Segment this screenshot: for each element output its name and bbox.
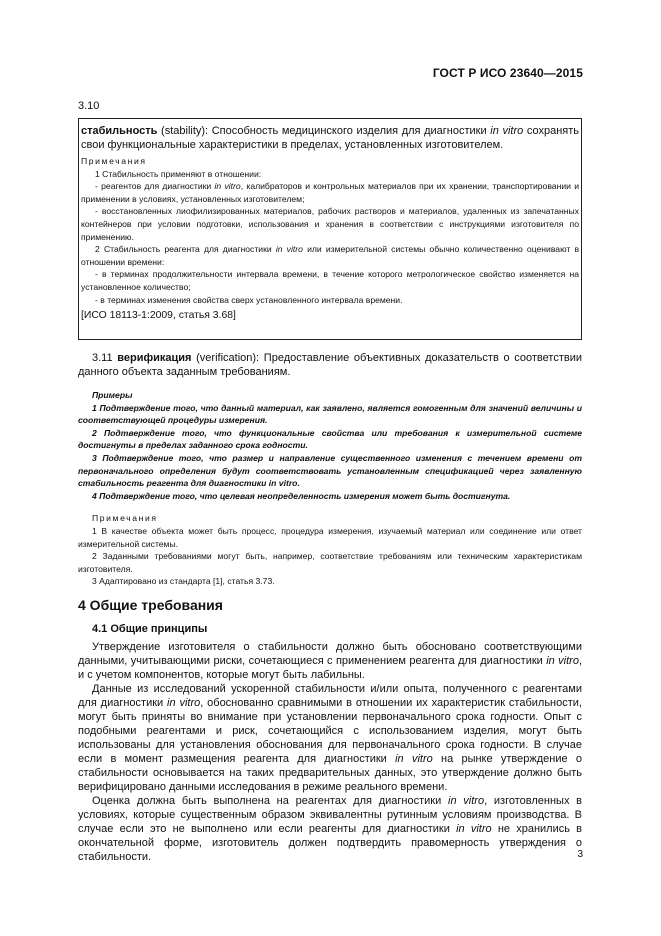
paragraph-1-b: , и с учетом компонентов, которые могут быть лабильны. bbox=[78, 655, 583, 681]
term-verification: верификация bbox=[117, 352, 192, 364]
section-3-11-number: 3.11 bbox=[92, 352, 113, 364]
paragraph-2-c: на рынке утверждение о стабильности основывается на таких предварительных данных, это утверждение должно быть верифицировано данными исследования в режиме реального времени. bbox=[78, 753, 582, 793]
section-4-title: 4 Общие требования bbox=[78, 597, 223, 613]
paragraph-1 bbox=[78, 640, 582, 682]
notes-title-3-10: Примечания bbox=[81, 156, 147, 166]
note-2-item-2: - в терминах изменения свойства сверх установленного интервала времени. bbox=[95, 294, 403, 305]
paragraph-2 bbox=[78, 682, 582, 794]
paragraph-1-a: Утверждение изготовителя о стабильности должно быть обосновано соответствующими данными, учитывающими риски, сочетающиеся с применением реагента для диагностики bbox=[78, 641, 582, 667]
section-3-11 bbox=[78, 351, 582, 588]
source-reference: [ИСО 18113-1:2009, статья 3.68] bbox=[81, 310, 236, 322]
def-stability-italic: in vitro bbox=[490, 125, 524, 137]
term-stability-en: (stability): bbox=[161, 125, 209, 137]
note-1-item-1 bbox=[81, 180, 579, 205]
document-code: ГОСТ Р ИСО 23640—2015 bbox=[432, 66, 583, 80]
paragraph-3-a: Оценка должна быть выполнена на реагентах для диагностики bbox=[92, 795, 448, 807]
note-2-b: или измерительной системы обычно количественно оценивают в отношении времени: bbox=[81, 244, 580, 267]
note-2 bbox=[81, 243, 579, 268]
term-stability: стабильность bbox=[81, 125, 158, 137]
paragraph-2-b: , обоснованно сравнимыми в отношении их характеристик стабильности, могут быть приняты во внимание при установлении первоначального срока годности. Опыт с подобными реагентами и риск, сочетающийся с использованием изделия, могут быть использованы для установления обоснования для первоначального срока годности. В случае если в момент размещения реагента для диагностики bbox=[78, 697, 582, 765]
paragraph-3-b: , изготовленных в условиях, которые существенным образом эквивалентны рутинным условиям производства. В случае если это не выполнено или если реагенты для диагностики bbox=[78, 795, 583, 835]
paragraph-2-italic-2: in vitro bbox=[395, 753, 433, 765]
note-1-item-1-a: - реагентов для диагностики bbox=[95, 181, 215, 192]
examples-title: Примеры bbox=[92, 390, 133, 400]
page-number: 3 bbox=[577, 849, 583, 860]
notes-title-3-11: Примечания bbox=[92, 513, 158, 524]
example-3-a: 3 Подтверждение того, что размер и направление существенного изменения с течением времени от первоначального определения будут соответствовать установленным спецификацией через заявленную стабильность реагента для диагностики bbox=[78, 452, 582, 489]
note-2-italic: in vitro bbox=[275, 244, 303, 255]
section-3-10-number: 3.10 bbox=[78, 100, 100, 112]
paragraph-2-a: Данные из исследований ускоренной стабильности и/или опыта, полученного с реагентами для диагностики bbox=[78, 683, 582, 709]
example-3 bbox=[78, 452, 582, 490]
example-4: 4 Подтверждение того, что целевая неопределенность измерения может быть достигнута. bbox=[92, 490, 511, 501]
section-4-1-title: 4.1 Общие принципы bbox=[92, 623, 208, 635]
example-3-b: . bbox=[297, 478, 300, 489]
paragraph-3-c: не хранились в окончательной форме, изготовитель должен подтвердить правомерность утверждения о стабильности. bbox=[78, 823, 583, 863]
note-2-item-1: - в терминах продолжительности интервала времени, в течение которого метрологическое свойство изменяется на установленное количество; bbox=[81, 269, 579, 292]
note-3-11-1: 1 В качестве объекта может быть процесс, процедура измерения, изучаемый материал или соединение или ответ измерительной системы. bbox=[78, 525, 582, 549]
paragraph-2-italic-1: in vitro bbox=[167, 697, 201, 709]
paragraph-3-italic-2: in vitro bbox=[456, 823, 492, 835]
section-4 bbox=[78, 597, 582, 864]
definition-box-stability bbox=[78, 118, 582, 340]
note-1-item-2: - восстановленных лиофилизированных материалов, рабочих растворов и материалов, удаленных из запечатанных контейнеров при условии подготовки, использования и хранения в соответствии с инструкциями изготовителя по применению. bbox=[81, 206, 579, 242]
note-3-11-3: 3 Адаптировано из стандарта [1], статья 3.73. bbox=[92, 576, 275, 587]
example-2: 2 Подтверждение того, что функциональные свойства или требования к измерительной системе достигнуты в пределах заданного срока годности. bbox=[78, 427, 582, 451]
note-2-a: 2 Стабильность реагента для диагностики bbox=[95, 244, 276, 255]
paragraph-1-italic: in vitro bbox=[546, 655, 579, 667]
def-stability-a: Способность медицинского изделия для диагностики bbox=[211, 125, 487, 137]
note-1-item-1-b: , калибраторов и контрольных материалов при их хранении, транспортировании и применении в условиях, установленных изготовителем; bbox=[81, 181, 579, 204]
note-3-11-2: 2 Заданными требованиями могут быть, например, соответствие требованиям или техническим характеристикам изготовителя. bbox=[78, 551, 582, 574]
note-1-intro: 1 Стабильность применяют в отношении: bbox=[95, 168, 262, 179]
term-verification-en: (verification): bbox=[196, 352, 260, 364]
def-stability-b: сохранять свои функциональные характеристики в пределах, установленных изготовителем. bbox=[81, 125, 580, 151]
stability-definition bbox=[81, 124, 579, 152]
paragraph-3 bbox=[78, 794, 582, 864]
verification-definition bbox=[78, 351, 582, 379]
paragraph-3-italic-1: in vitro bbox=[448, 795, 485, 807]
def-verification: Предоставление объективных доказательств о соответствии данного объекта заданным требованиям. bbox=[78, 352, 582, 378]
note-1-item-1-italic: in vitro bbox=[214, 181, 241, 192]
example-3-italic: in vitro bbox=[268, 478, 298, 489]
example-1: 1 Подтверждение того, что данный материал, как заявлено, является гомогенным для значений величины и соответствующей процедуры измерения. bbox=[78, 402, 582, 426]
